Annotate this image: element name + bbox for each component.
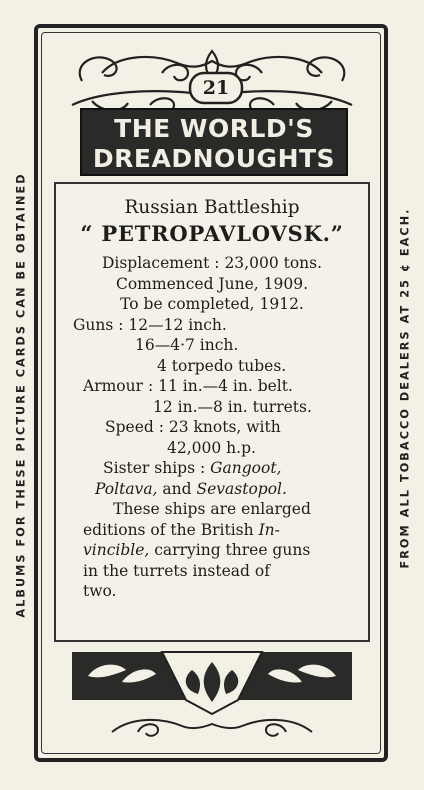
desc-line-3-italic: vincible, — [83, 541, 150, 559]
armour-line-1: Armour : 11 in.—4 in. belt. — [83, 377, 293, 395]
description-text — [57, 194, 367, 602]
series-title-banner — [80, 108, 348, 176]
commenced-line: Commenced June, 1909. — [115, 274, 309, 293]
armour-line-2: 12 in.—8 in. turrets. — [153, 397, 312, 416]
desc-line-3 — [57, 540, 367, 561]
desc-line-2-italic: In- — [258, 520, 280, 539]
desc-line-5: two. — [83, 582, 117, 600]
guns-line-1: Guns : 12—12 inch. — [73, 315, 227, 334]
ship-type: Russian Battleship — [124, 197, 300, 218]
bottom-leaf-ornament — [42, 640, 382, 752]
card-number: 21 — [202, 77, 230, 99]
series-title-line-1: THE WORLD'S — [114, 114, 314, 143]
guns-line-3: 4 torpedo tubes. — [157, 356, 287, 375]
desc-line-3-text: carrying three guns — [149, 541, 311, 559]
sister-ship-gangoot: Gangoot, — [210, 459, 282, 477]
sister-ships-label: Sister ships : — [103, 459, 211, 477]
desc-line-2-text: editions of the British — [83, 520, 259, 539]
speed-line-1: Speed : 23 knots, with — [105, 418, 281, 436]
sister-ships-and: and — [157, 479, 197, 498]
sister-ships-line-2 — [57, 479, 367, 500]
ship-name: “ PETROPAVLOVSK.” — [80, 221, 344, 246]
desc-line-1: These ships are enlarged — [113, 500, 311, 518]
displacement-line: Displacement : 23,000 tons. — [101, 254, 323, 272]
speed-line-2: 42,000 h.p. — [167, 438, 256, 457]
sister-ship-poltava: Poltava, — [95, 479, 158, 498]
sister-ship-sevastopol: Sevastopol. — [196, 479, 287, 498]
left-edge-text: ALBUMS FOR THESE PICTURE CARDS CAN BE OBTAINED — [14, 172, 28, 618]
desc-line-4: in the turrets instead of — [83, 561, 270, 580]
series-title-line-2: DREADNOUGHTS — [92, 144, 336, 173]
sister-ships-line-1 — [57, 458, 367, 479]
guns-line-2: 16—4·7 inch. — [135, 336, 239, 354]
desc-line-2 — [57, 520, 367, 541]
right-edge-text: FROM ALL TOBACCO DEALERS AT 25 ¢ EACH. — [398, 207, 412, 569]
completed-line: To be completed, 1912. — [120, 295, 304, 313]
